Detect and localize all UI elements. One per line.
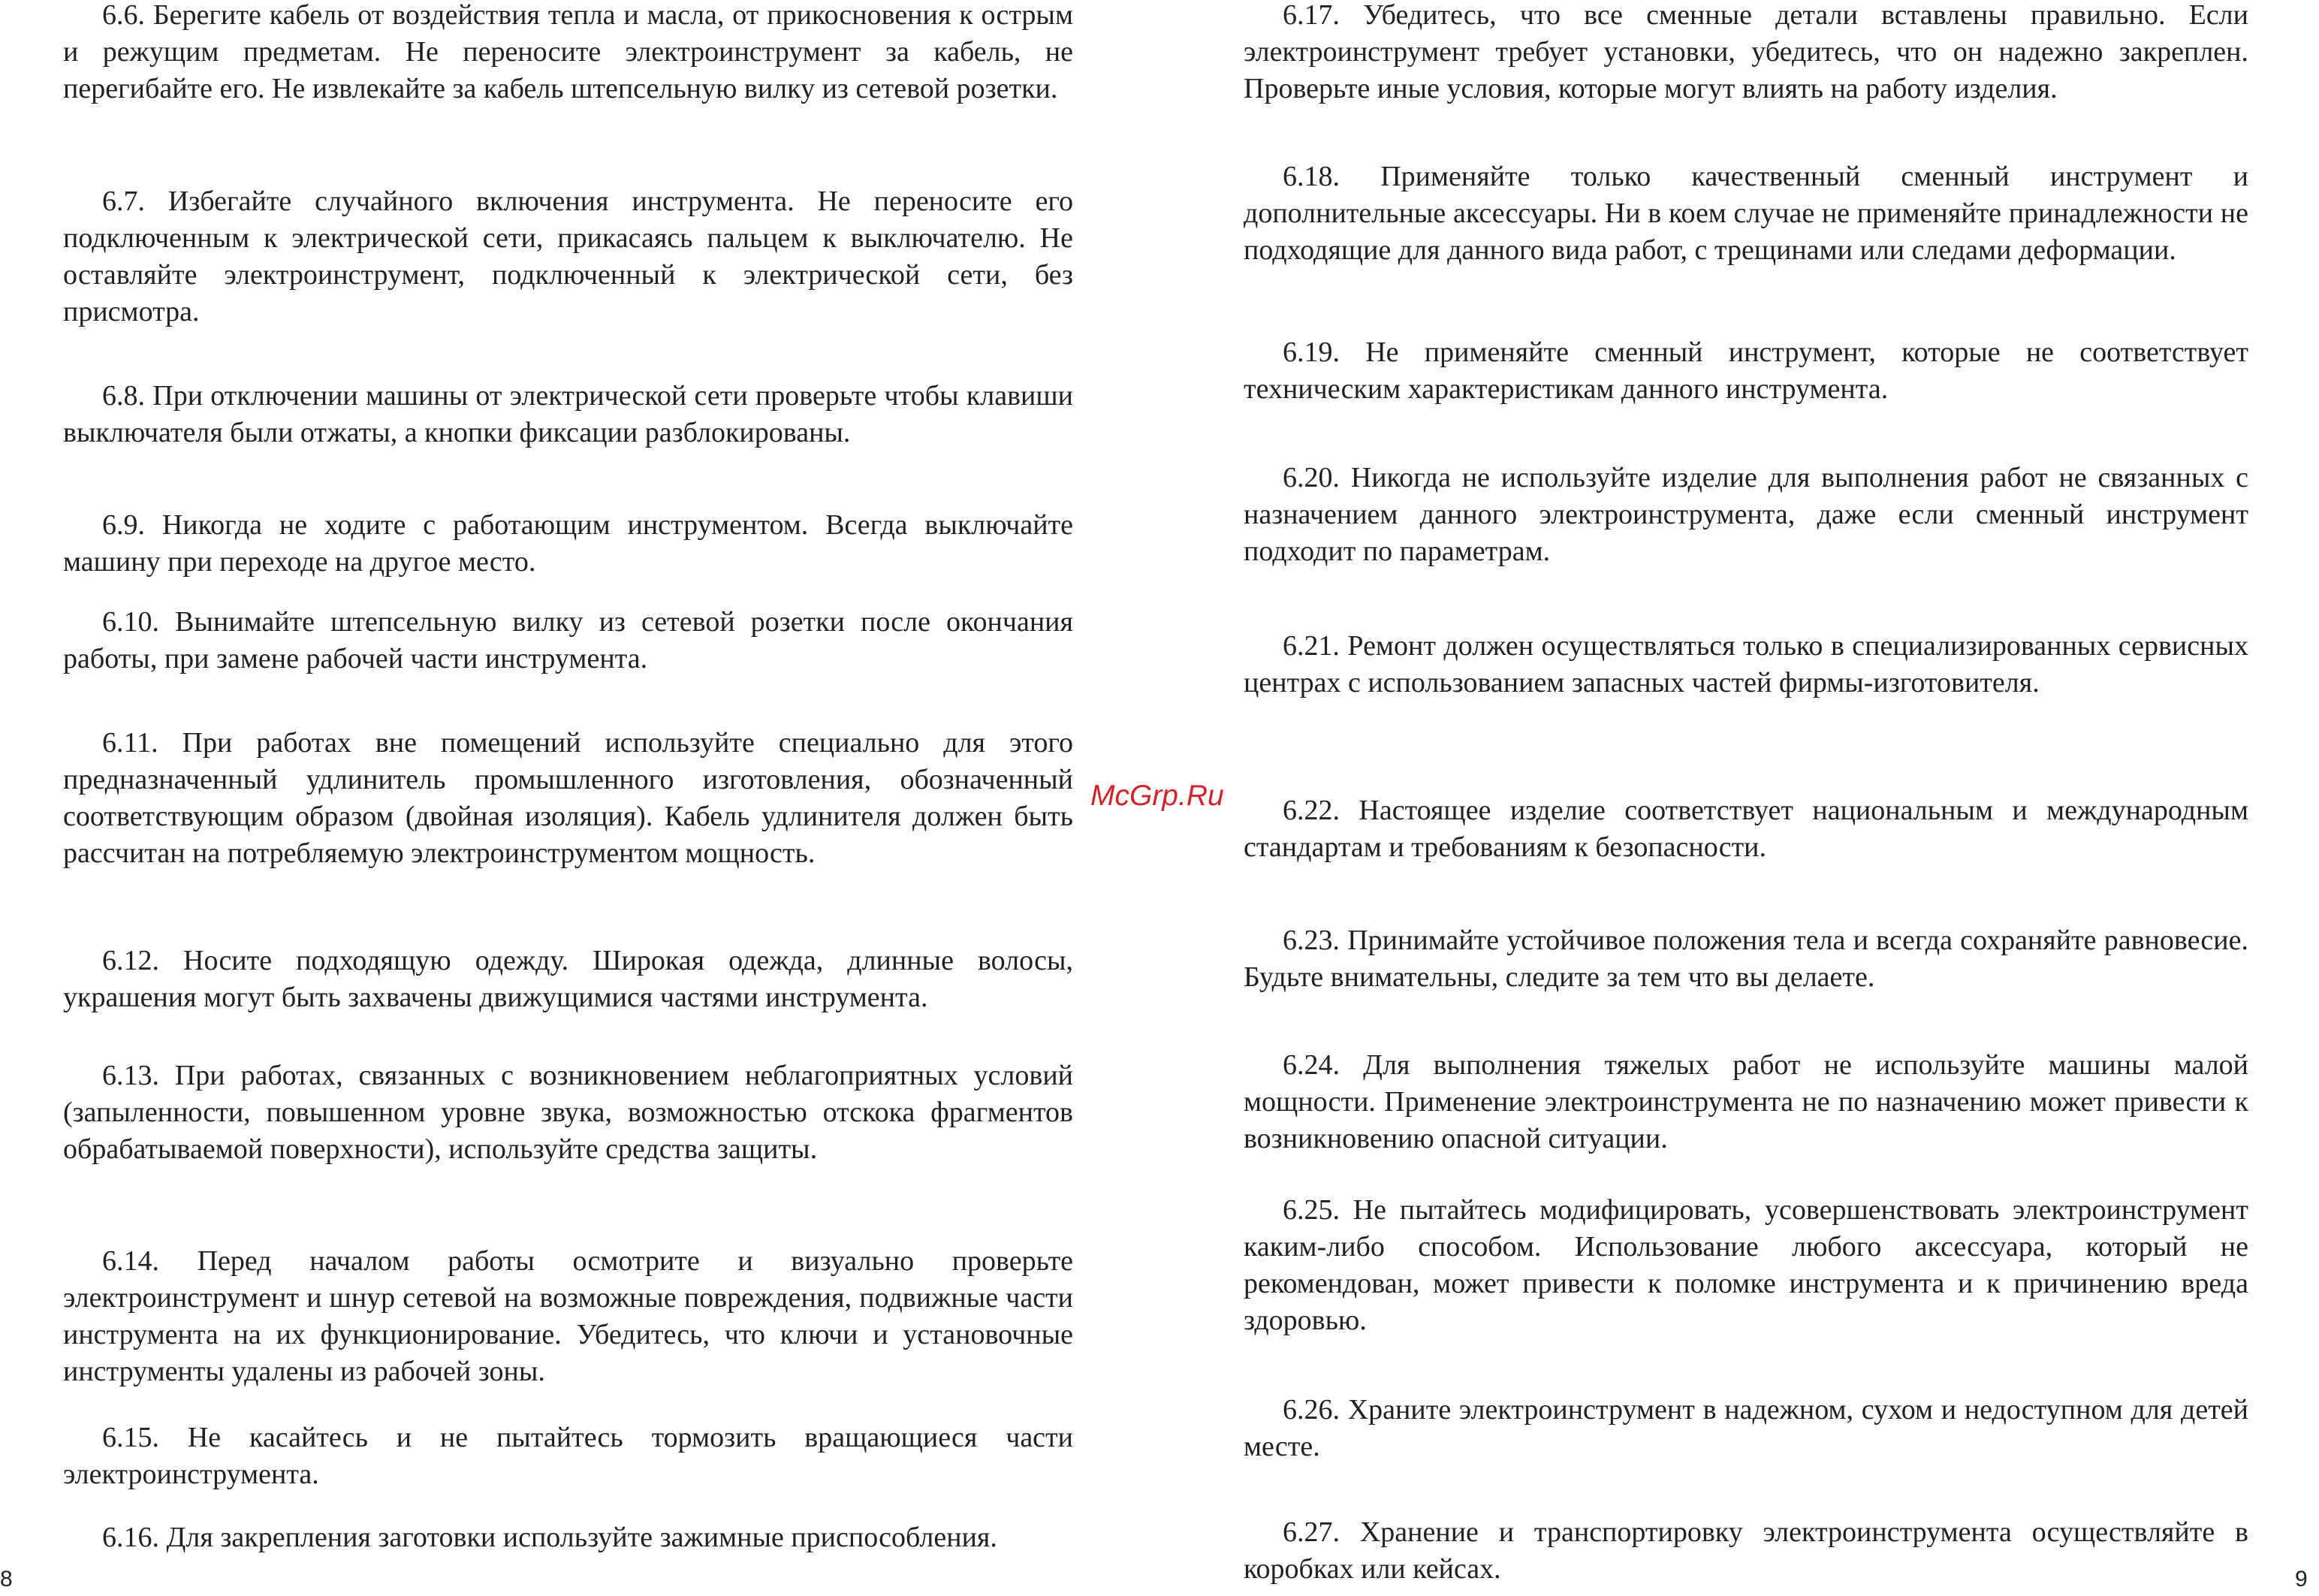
page-number-right: 9 <box>2295 1567 2308 1591</box>
paragraph-6-24: 6.24. Для выполнения тяжелых работ не используйте машины малой мощности. Применение электроинструмента не по назначению может привести к возникновению опасной ситуации. <box>1244 1049 2248 1154</box>
paragraph-6-12: 6.12. Носите подходящую одежду. Широкая одежда, длинные волосы, украшения могут быть захвачены движущимися частями инструмента. <box>63 945 1073 1013</box>
paragraph-6-19: 6.19. Не применяйте сменный инструмент, которые не соответствует техническим характеристикам данного инструмента. <box>1244 336 2248 405</box>
paragraph-6-7: 6.7. Избегайте случайного включения инструмента. Не переносите его подключенным к электрической сети, прикасаясь пальцем к выключателю. Не оставляйте электроинструмент, подключенный к электрической сети, без присмотра. <box>63 186 1073 327</box>
paragraph-6-25: 6.25. Не пытайтесь модифицировать, усовершенствовать электроинструмент каким-либо способом. Использование любого аксессуара, который не рекомендован, может привести к поломке инструмента и к причинению вреда здоровью. <box>1244 1194 2248 1336</box>
paragraph-6-13: 6.13. При работах, связанных с возникновением неблагоприятных условий (запыленности, повышенном уровне звука, возможностью отскока фрагментов обрабатываемой поверхности), используйте средства защиты. <box>63 1060 1073 1165</box>
paragraph-6-10: 6.10. Вынимайте штепсельную вилку из сетевой розетки после окончания работы, при замене рабочей части инструмента. <box>63 606 1073 674</box>
paragraph-6-17: 6.17. Убедитесь, что все сменные детали вставлены правильно. Если электроинструмент требует установки, убедитесь, что он надежно закреплен. Проверьте иные условия, которые могут влиять на работу изделия. <box>1244 0 2248 104</box>
paragraph-6-11: 6.11. При работах вне помещений используйте специально для этого предназначенный удлинитель промышленного изготовления, обозначенный соответствующим образом (двойная изоляция). Кабель удлинителя должен быть рассчитан на потребляемую электроинструментом мощность. <box>63 727 1073 869</box>
paragraph-6-9: 6.9. Никогда не ходите с работающим инструментом. Всегда выключайте машину при переходе на другое место. <box>63 509 1073 578</box>
paragraph-6-15: 6.15. Не касайтесь и не пытайтесь тормозить вращающиеся части электроинструмента. <box>63 1422 1073 1490</box>
page-number-left: 8 <box>0 1567 13 1591</box>
paragraph-6-26: 6.26. Храните электроинструмент в надежном, сухом и недоступном для детей месте. <box>1244 1394 2248 1462</box>
paragraph-6-22: 6.22. Настоящее изделие соответствует национальным и международным стандартам и требованиям к безопасности. <box>1244 795 2248 863</box>
paragraph-6-14: 6.14. Перед началом работы осмотрите и визуально проверьте электроинструмент и шнур сетевой на возможные повреждения, подвижные части инструмента на их функционирование. Убедитесь, что ключи и установочные инструменты удалены из рабочей зоны. <box>63 1245 1073 1387</box>
paragraph-6-21: 6.21. Ремонт должен осуществляться только в специализированных сервисных центрах с использованием запасных частей фирмы-изготовителя. <box>1244 630 2248 698</box>
paragraph-6-16: 6.16. Для закрепления заготовки используйте зажимные приспособления. <box>102 1522 997 1553</box>
paragraph-6-8: 6.8. При отключении машины от электрической сети проверьте чтобы клавиши выключателя были отжаты, а кнопки фиксации разблокированы. <box>63 380 1073 448</box>
paragraph-6-23: 6.23. Принимайте устойчивое положения тела и всегда сохраняйте равновесие. Будьте внимательны, следите за тем что вы делаете. <box>1244 925 2248 993</box>
paragraph-6-18: 6.18. Применяйте только качественный сменный инструмент и дополнительные аксессуары. Ни в коем случае не применяйте принадлежности не подходящие для данного вида работ, с трещинами или следами деформации. <box>1244 161 2248 266</box>
watermark-text: McGrp.Ru <box>1090 780 1224 812</box>
paragraph-6-27: 6.27. Хранение и транспортировку электроинструмента осуществляйте в коробках или кейсах. <box>1244 1516 2248 1585</box>
paragraph-6-20: 6.20. Никогда не используйте изделие для выполнения работ не связанных с назначением данного электроинструмента, даже если сменный инструмент подходит по параметрам. <box>1244 462 2248 567</box>
paragraph-6-6: 6.6. Берегите кабель от воздействия тепла и масла, от прикосновения к острым и режущим предметам. Не переносите электроинструмент за кабель, не перегибайте его. Не извлекайте за кабель штепсельную вилку из сетевой розетки. <box>63 0 1073 104</box>
